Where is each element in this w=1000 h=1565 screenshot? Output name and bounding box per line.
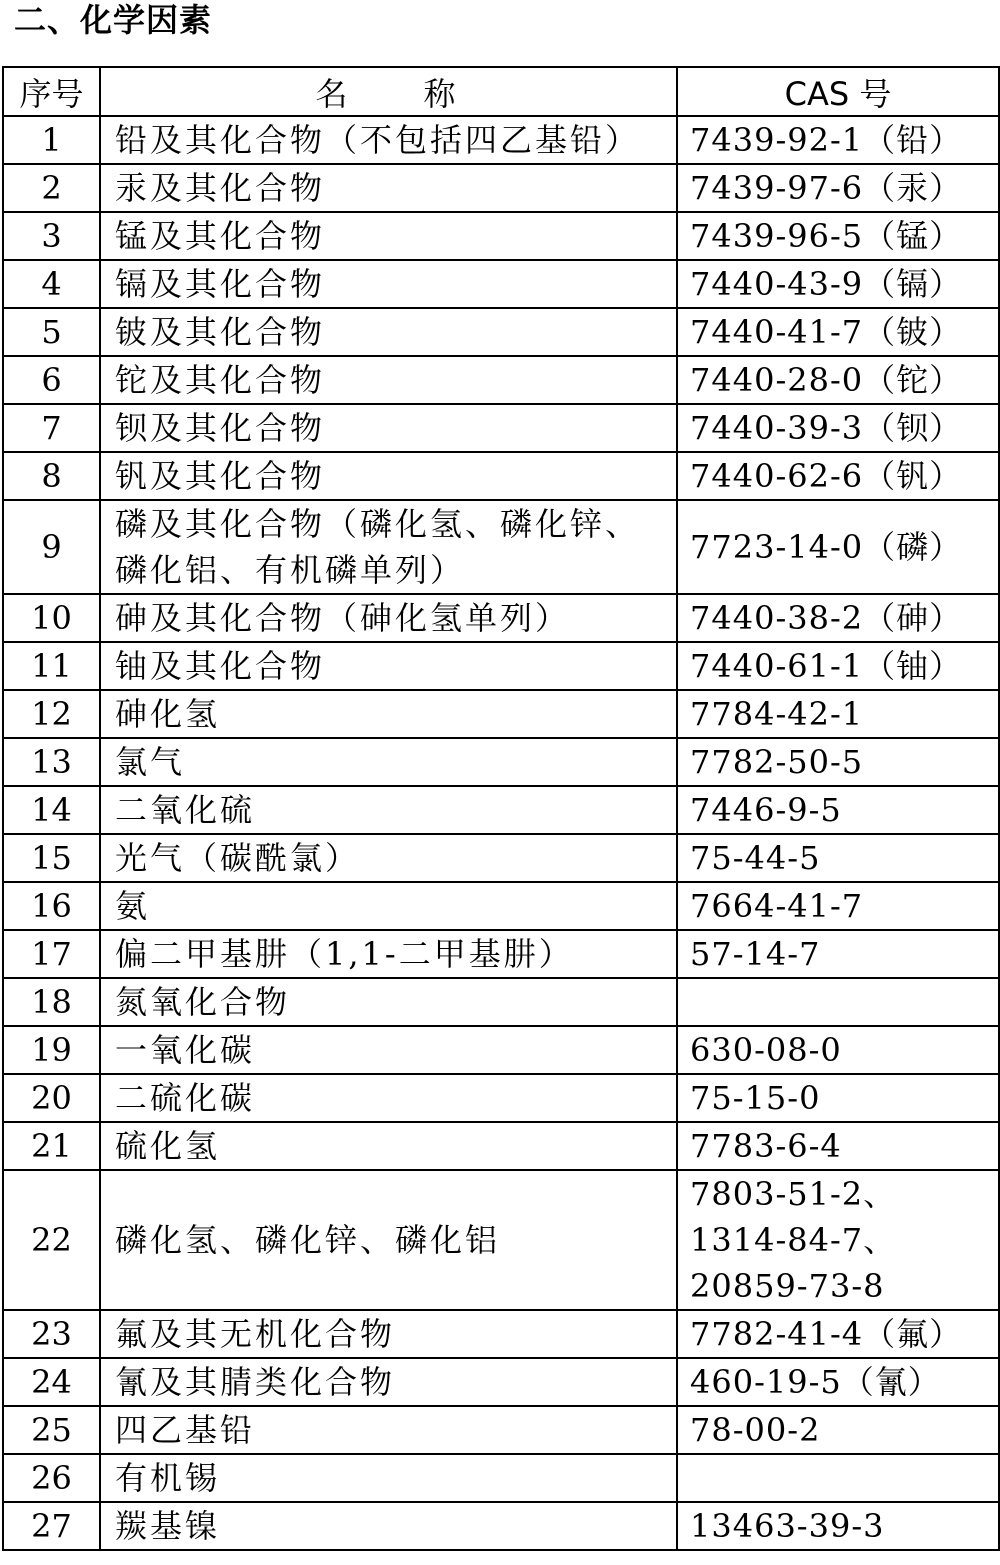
row-index: 26 [3,1454,100,1502]
table-row [3,260,999,308]
chemical-name [100,404,677,452]
chemical-name [100,356,677,404]
cas-number-line: 7440-39-3（钡） [690,409,963,447]
cas-number-line: 7723-14-0（磷） [690,528,963,566]
cas-number [677,452,999,500]
table-row [3,1406,999,1454]
chemical-name [100,1026,677,1074]
table-row [3,116,999,164]
cas-number-line: 13463-39-3 [690,1507,885,1545]
cas-number [677,1358,999,1406]
chemical-name [100,930,677,978]
row-index: 21 [3,1122,100,1170]
chemical-name [100,116,677,164]
cas-number [677,260,999,308]
row-index: 22 [3,1170,100,1310]
cas-number-line: 7784-42-1 [690,695,864,733]
cas-number [677,1122,999,1170]
cas-number-line: 7440-43-9（镉） [690,265,963,303]
row-index: 20 [3,1074,100,1122]
row-index: 2 [3,164,100,212]
row-index: 19 [3,1026,100,1074]
cas-number-line: 7440-41-7（铍） [690,313,963,351]
column-header-cas: CAS 号 [677,67,999,116]
cas-number [677,930,999,978]
cas-number-line: 75-15-0 [690,1079,821,1117]
chemical-name-line: 磷化氢、磷化锌、磷化铝 [115,1221,501,1259]
table-row [3,1454,999,1502]
table-row [3,930,999,978]
cas-number [677,882,999,930]
column-header-index: 序号 [3,67,100,116]
cas-number-line: 75-44-5 [690,839,821,877]
table-row [3,882,999,930]
chemical-name [100,1358,677,1406]
row-index: 4 [3,260,100,308]
table-row [3,1074,999,1122]
cas-number [677,1502,999,1550]
chemical-name-line: 砷及其化合物（砷化氢单列） [115,599,571,637]
chemical-name-line: 二氧化硫 [115,791,256,829]
chemical-name [100,1502,677,1550]
table-row [3,1310,999,1358]
chemical-name [100,1454,677,1502]
row-index: 18 [3,978,100,1026]
cas-number-line: 7440-61-1（铀） [690,647,963,685]
cas-number-line: 7439-96-5（锰） [690,217,963,255]
row-index: 25 [3,1406,100,1454]
chemical-name [100,642,677,690]
chemical-name [100,1122,677,1170]
chemical-factors-table [2,66,1000,1551]
chemical-name [100,978,677,1026]
cas-number-line: 7783-6-4 [690,1127,842,1165]
cas-number [677,1454,999,1502]
row-index: 11 [3,642,100,690]
chemical-name-line: 羰基镍 [115,1507,221,1545]
cas-number [677,1026,999,1074]
row-index: 15 [3,834,100,882]
table-row [3,164,999,212]
chemical-name-line: 钡及其化合物 [115,409,326,447]
row-index: 13 [3,738,100,786]
table-row [3,642,999,690]
cas-number-line: 7439-92-1（铅） [690,121,963,159]
cas-number [677,690,999,738]
table-row [3,356,999,404]
cas-number-line: 630-08-0 [690,1031,842,1069]
cas-number-line: 7782-41-4（氟） [690,1315,963,1353]
chemical-name-line: 硫化氢 [115,1127,221,1165]
row-index: 10 [3,594,100,642]
chemical-name [100,1310,677,1358]
chemical-name-line: 锰及其化合物 [115,217,326,255]
cas-number-line: 7440-62-6（钒） [690,457,963,495]
chemical-name-line: 磷及其化合物（磷化氢、磷化锌、 [115,505,641,543]
table-row [3,1502,999,1550]
row-index: 24 [3,1358,100,1406]
chemical-name-line: 砷化氢 [115,695,221,733]
chemical-name-line: 镉及其化合物 [115,265,326,303]
cas-number [677,834,999,882]
cas-number [677,786,999,834]
chemical-name [100,164,677,212]
cas-number [677,308,999,356]
cas-number [677,642,999,690]
table-row [3,690,999,738]
chemical-name [100,594,677,642]
chemical-name [100,1074,677,1122]
chemical-name [100,738,677,786]
column-header-name-part-1: 名 [315,74,354,113]
table-row [3,1358,999,1406]
row-index: 12 [3,690,100,738]
table-row [3,1170,999,1310]
chemical-name-line: 氰及其腈类化合物 [115,1363,396,1401]
cas-number-line: 57-14-7 [690,935,821,973]
section-heading: 二、化学因素 [14,1,213,39]
chemical-name-line: 铊及其化合物 [115,361,326,399]
cas-number [677,738,999,786]
row-index: 6 [3,356,100,404]
table-row [3,1026,999,1074]
chemical-name-line: 铅及其化合物（不包括四乙基铅） [115,121,641,159]
column-header-name [100,67,677,116]
row-index: 1 [3,116,100,164]
chemical-name-line: 光气（碳酰氯） [115,839,361,877]
column-header-name-part-2: 称 [423,74,462,113]
cas-number-line: 78-00-2 [690,1411,821,1449]
table-row [3,308,999,356]
cas-number [677,594,999,642]
table-row [3,452,999,500]
table-row [3,212,999,260]
row-index: 14 [3,786,100,834]
table-body [3,116,999,1550]
cas-number [677,212,999,260]
chemical-name [100,1170,677,1310]
chemical-name [100,260,677,308]
chemical-name-line: 有机锡 [115,1459,221,1497]
chemical-name [100,786,677,834]
cas-number-line: 460-19-5（氰） [690,1363,941,1401]
row-index: 17 [3,930,100,978]
cas-number-line: 7782-50-5 [690,743,864,781]
cas-number-line: 7803-51-2、 [690,1175,897,1213]
chemical-name-line: 一氧化碳 [115,1031,256,1069]
table-row [3,834,999,882]
chemical-name-line: 铍及其化合物 [115,313,326,351]
row-index: 23 [3,1310,100,1358]
chemical-name-line: 铀及其化合物 [115,647,326,685]
chemical-name [100,308,677,356]
row-index: 8 [3,452,100,500]
cas-number-line: 7439-97-6（汞） [690,169,963,207]
cas-number [677,164,999,212]
row-index: 3 [3,212,100,260]
chemical-name-line: 氟及其无机化合物 [115,1315,396,1353]
chemical-name-line: 偏二甲基肼（1,1-二甲基肼） [115,935,574,973]
chemical-name-line: 汞及其化合物 [115,169,326,207]
cas-number-line: 7440-38-2（砷） [690,599,963,637]
cas-number [677,978,999,1026]
chemical-name-line: 钒及其化合物 [115,457,326,495]
chemical-name [100,882,677,930]
table-row [3,1122,999,1170]
cas-number [677,1310,999,1358]
cas-number [677,116,999,164]
row-index: 5 [3,308,100,356]
cas-number [677,404,999,452]
cas-number [677,1170,999,1310]
table-header-row [3,67,999,116]
table-row [3,500,999,594]
cas-number-line: 7440-28-0（铊） [690,361,963,399]
table-row [3,738,999,786]
cas-number [677,1406,999,1454]
table-row [3,786,999,834]
chemical-name [100,690,677,738]
cas-number-line: 1314-84-7、 [690,1221,897,1259]
table-row [3,404,999,452]
chemical-name [100,834,677,882]
table-row [3,978,999,1026]
chemical-name-line: 氨 [115,887,151,925]
cas-number-line: 7664-41-7 [690,887,864,925]
chemical-name-line: 磷化铝、有机磷单列） [115,551,466,589]
cas-number [677,1074,999,1122]
cas-number-line: 20859-73-8 [690,1267,885,1305]
row-index: 16 [3,882,100,930]
chemical-name-line: 氯气 [115,743,186,781]
table-row [3,594,999,642]
chemical-name [100,500,677,594]
row-index: 7 [3,404,100,452]
cas-number-line: 7446-9-5 [690,791,842,829]
chemical-name [100,1406,677,1454]
chemical-name [100,452,677,500]
cas-number [677,356,999,404]
row-index: 27 [3,1502,100,1550]
chemical-name-line: 四乙基铅 [115,1411,256,1449]
row-index: 9 [3,500,100,594]
chemical-name-line: 二硫化碳 [115,1079,256,1117]
chemical-name-line: 氮氧化合物 [115,983,291,1021]
chemical-name [100,212,677,260]
cas-number [677,500,999,594]
